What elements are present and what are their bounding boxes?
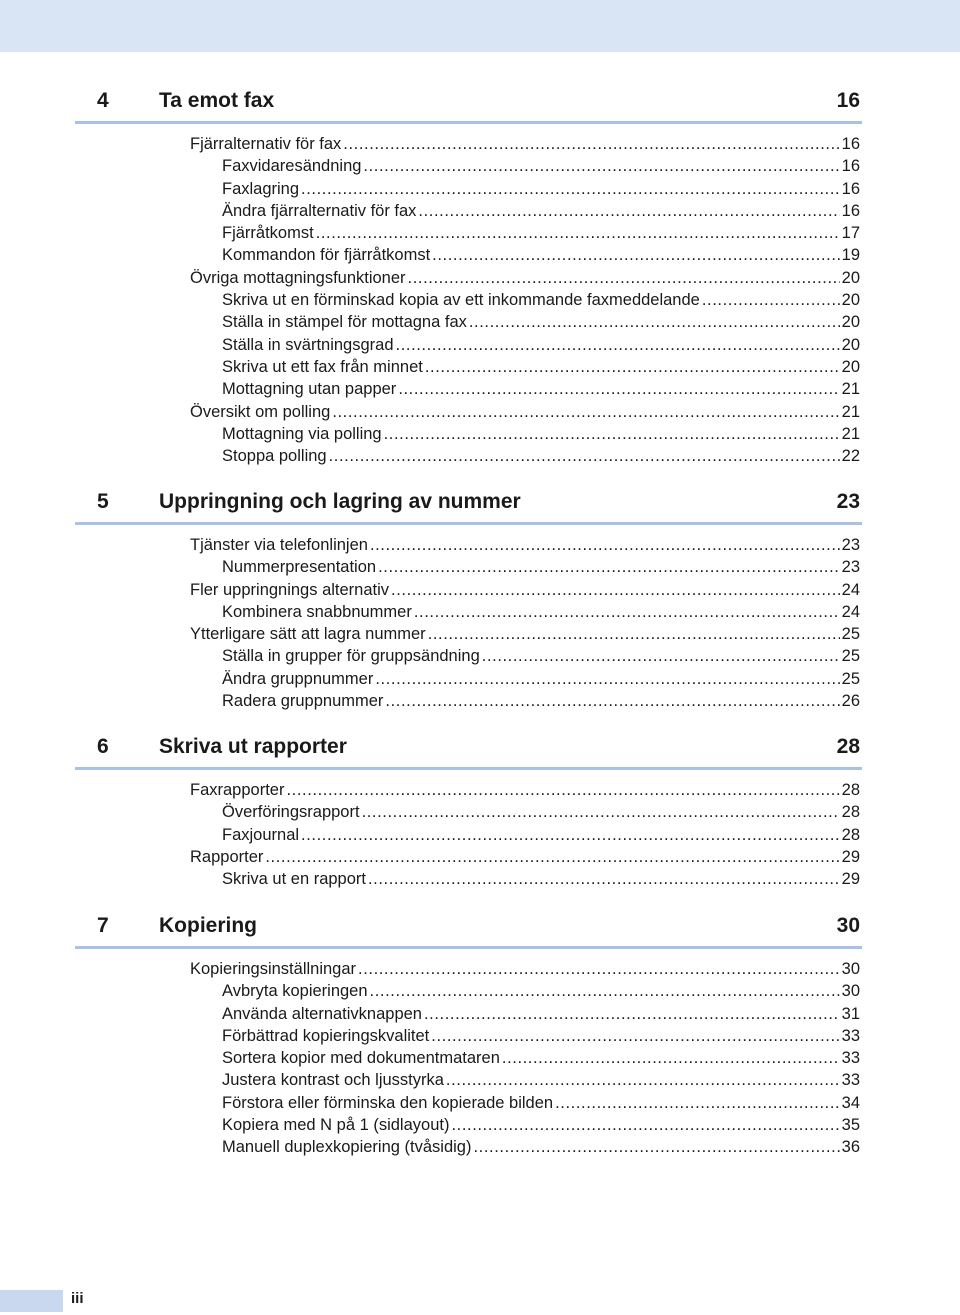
chapter-title: Skriva ut rapporter [159, 735, 347, 758]
toc-entry-page: 25 [841, 669, 860, 688]
toc-entry[interactable] [75, 445, 860, 467]
dot-leader [316, 222, 840, 244]
toc-entry-label: Radera gruppnummer [222, 692, 384, 711]
chapter-heading[interactable] [75, 731, 862, 770]
toc-entry-page: 31 [841, 1004, 860, 1023]
toc-entry-label: Ytterligare sätt att lagra nummer [190, 625, 426, 644]
toc-entry-page: 19 [841, 246, 860, 265]
toc-entry-page: 21 [841, 402, 860, 421]
dot-leader [418, 200, 839, 222]
footer-tab [0, 1290, 63, 1312]
toc-entry[interactable] [75, 378, 860, 400]
toc-entry[interactable] [75, 178, 860, 200]
toc-entry-page: 20 [841, 335, 860, 354]
dot-leader [370, 534, 840, 556]
toc-entry-label: Faxlagring [222, 179, 300, 198]
dot-leader [555, 1092, 840, 1114]
toc-entry[interactable] [75, 645, 860, 667]
toc-entry-page: 22 [841, 447, 860, 466]
toc-entry-label: Fjärralternativ för fax [190, 135, 342, 153]
toc-entry-page: 16 [841, 179, 860, 198]
toc-entry-page: 30 [841, 960, 860, 978]
toc-entries [75, 779, 862, 890]
toc-entry[interactable] [75, 601, 860, 623]
toc-entry[interactable] [75, 824, 860, 846]
toc-entry-label: Översikt om polling [190, 402, 331, 421]
chapter-heading[interactable] [75, 85, 862, 124]
dot-leader [473, 1136, 839, 1158]
dot-leader [370, 980, 840, 1002]
toc-entry[interactable] [75, 579, 860, 601]
dot-leader [446, 1069, 840, 1091]
toc-entry[interactable] [75, 222, 860, 244]
toc-entry[interactable] [75, 668, 860, 690]
dot-leader [431, 1025, 839, 1047]
dot-leader [425, 356, 840, 378]
toc-entry-page: 23 [841, 558, 860, 577]
toc-entry[interactable] [75, 868, 860, 890]
toc-entry-label: Mottagning via polling [222, 424, 382, 443]
toc-entry-label: Ställa in stämpel för mottagna fax [222, 313, 467, 332]
toc-entry-page: 25 [841, 647, 860, 666]
toc-entry-label: Stoppa polling [222, 447, 327, 466]
dot-leader [286, 779, 839, 801]
chapter-number: 7 [97, 914, 109, 937]
toc-entry[interactable] [75, 534, 860, 556]
toc-entry-page: 33 [841, 1049, 860, 1068]
dot-leader [451, 1114, 839, 1136]
toc-entry-label: Avbryta kopieringen [222, 982, 368, 1001]
toc-entries [75, 534, 862, 712]
toc-entry-label: Förbättrad kopieringskvalitet [222, 1026, 430, 1045]
toc-entry-page: 23 [841, 536, 860, 554]
dot-leader [301, 824, 840, 846]
toc-entry-page: 20 [841, 268, 860, 287]
toc-entry[interactable] [75, 779, 860, 801]
toc-entry-label: Mottagning utan papper [222, 380, 397, 399]
dot-leader [702, 289, 840, 311]
toc-entry-label: Sortera kopior med dokumentmataren [222, 1049, 500, 1068]
chapter-section [75, 486, 862, 712]
toc-entry-label: Nummerpresentation [222, 558, 377, 577]
toc-entry-label: Ändra fjärralternativ för fax [222, 201, 417, 220]
chapter-page: 30 [836, 914, 860, 937]
toc-entry-label: Manuell duplexkopiering (tvåsidig) [222, 1138, 472, 1157]
chapter-section [75, 731, 862, 890]
toc-entry[interactable] [75, 1092, 860, 1114]
toc-entry-page: 25 [841, 625, 860, 644]
chapter-heading[interactable] [75, 910, 862, 949]
toc-entry-label: Överföringsrapport [222, 803, 360, 822]
toc-entry[interactable] [75, 1003, 860, 1025]
toc-entry-page: 20 [841, 313, 860, 332]
toc-entry[interactable] [75, 401, 860, 423]
toc-entry-page: 17 [841, 224, 860, 243]
dot-leader [432, 244, 839, 266]
toc-entry[interactable] [75, 423, 860, 445]
chapter-title: Ta emot fax [159, 89, 275, 112]
dot-leader [265, 846, 839, 868]
dot-leader [363, 155, 839, 177]
toc-entry-page: 16 [841, 135, 860, 153]
toc-entry[interactable] [75, 1069, 860, 1091]
toc-entry[interactable] [75, 1025, 860, 1047]
dot-leader [358, 958, 840, 980]
chapter-page: 28 [836, 735, 860, 758]
toc-entry-label: Kommandon för fjärråtkomst [222, 246, 431, 265]
toc-entry[interactable] [75, 356, 860, 378]
toc-entry-label: Fjärråtkomst [222, 224, 314, 243]
toc-entry[interactable] [75, 690, 860, 712]
dot-leader [408, 267, 840, 289]
toc-entry-label: Fler uppringnings alternativ [190, 580, 390, 599]
toc-entries [75, 133, 862, 467]
toc-entry-page: 33 [841, 1071, 860, 1090]
toc-entry-page: 16 [841, 157, 860, 176]
toc-entry-label: Kombinera snabbnummer [222, 602, 412, 621]
toc-entry-page: 33 [841, 1026, 860, 1045]
top-header-band [0, 0, 960, 52]
toc-entry[interactable] [75, 958, 860, 980]
toc-entry-page: 28 [841, 803, 860, 822]
toc-entry-label: Använda alternativknappen [222, 1004, 422, 1023]
toc-entry[interactable] [75, 1136, 860, 1158]
toc-entry-page: 34 [841, 1093, 860, 1112]
toc-entry[interactable] [75, 1047, 860, 1069]
dot-leader [391, 579, 840, 601]
toc-entry-label: Rapporter [190, 847, 264, 866]
toc-entry-page: 26 [841, 692, 860, 711]
dot-leader [378, 556, 840, 578]
toc-entries [75, 958, 862, 1159]
toc-entry-label: Skriva ut ett fax från minnet [222, 357, 423, 376]
dot-leader [384, 423, 840, 445]
chapter-page: 16 [836, 89, 860, 112]
dot-leader [482, 645, 840, 667]
toc-entry-label: Faxjournal [222, 825, 300, 844]
dot-leader [343, 133, 839, 155]
toc-entry-label: Tjänster via telefonlinjen [190, 536, 368, 554]
toc-entry-label: Kopieringsinställningar [190, 960, 357, 978]
dot-leader [428, 623, 840, 645]
toc-entry[interactable] [75, 1114, 860, 1136]
toc-entry-page: 24 [841, 602, 860, 621]
toc-entry-page: 29 [841, 870, 860, 889]
toc-entry-page: 29 [841, 847, 860, 866]
toc-entry[interactable] [75, 200, 860, 222]
footer-page-number: iii [71, 1290, 84, 1307]
toc-entry[interactable] [75, 289, 860, 311]
chapter-section [75, 85, 862, 467]
chapter-title: Uppringning och lagring av nummer [159, 490, 521, 513]
toc-entry-label: Faxrapporter [190, 781, 285, 799]
dot-leader [301, 178, 840, 200]
toc-entry-page: 30 [841, 982, 860, 1001]
toc-entry-label: Övriga mottagningsfunktioner [190, 268, 406, 287]
dot-leader [329, 445, 840, 467]
toc-entry-page: 20 [841, 357, 860, 376]
toc-entry-page: 21 [841, 424, 860, 443]
chapter-number: 6 [97, 735, 109, 758]
toc-entry-label: Faxvidaresändning [222, 157, 362, 176]
toc-entry-label: Kopiera med N på 1 (sidlayout) [222, 1116, 450, 1135]
dot-leader [398, 378, 839, 400]
toc-entry-page: 36 [841, 1138, 860, 1157]
toc-entry-label: Skriva ut en rapport [222, 870, 366, 889]
toc-entry-label: Ställa in grupper för gruppsändning [222, 647, 480, 666]
dot-leader [375, 668, 839, 690]
toc-entry-page: 28 [841, 781, 860, 799]
toc-entry[interactable] [75, 311, 860, 333]
toc-entry-label: Ställa in svärtningsgrad [222, 335, 394, 354]
toc-entry[interactable] [75, 334, 860, 356]
dot-leader [368, 868, 840, 890]
chapter-number: 5 [97, 490, 109, 513]
dot-leader [414, 601, 840, 623]
toc-entry[interactable] [75, 846, 860, 868]
toc-entry[interactable] [75, 267, 860, 289]
chapter-heading[interactable] [75, 486, 862, 525]
toc-entry-label: Förstora eller förminska den kopierade bilden [222, 1093, 554, 1112]
dot-leader [332, 401, 839, 423]
toc-entry[interactable] [75, 244, 860, 266]
chapter-title: Kopiering [159, 914, 257, 937]
toc-entry-page: 20 [841, 291, 860, 310]
toc-entry[interactable] [75, 556, 860, 578]
toc-entry-page: 28 [841, 825, 860, 844]
dot-leader [502, 1047, 840, 1069]
toc-entry-page: 21 [841, 380, 860, 399]
dot-leader [385, 690, 839, 712]
toc-entry[interactable] [75, 623, 860, 645]
toc-entry[interactable] [75, 980, 860, 1002]
chapter-number: 4 [97, 89, 109, 112]
toc-entry-page: 16 [841, 201, 860, 220]
chapter-section [75, 910, 862, 1159]
dot-leader [396, 334, 840, 356]
toc-entry-label: Justera kontrast och ljusstyrka [222, 1071, 444, 1090]
dot-leader [362, 801, 840, 823]
toc-entry[interactable] [75, 133, 860, 155]
dot-leader [469, 311, 840, 333]
chapter-page: 23 [836, 490, 860, 513]
dot-leader [424, 1003, 840, 1025]
toc-entry-label: Ändra gruppnummer [222, 669, 374, 688]
toc-entry-page: 35 [841, 1116, 860, 1135]
toc-entry-label: Skriva ut en förminskad kopia av ett inkommande faxmeddelande [222, 291, 700, 310]
toc-entry[interactable] [75, 155, 860, 177]
toc-entry-page: 24 [841, 580, 860, 599]
toc-entry[interactable] [75, 801, 860, 823]
